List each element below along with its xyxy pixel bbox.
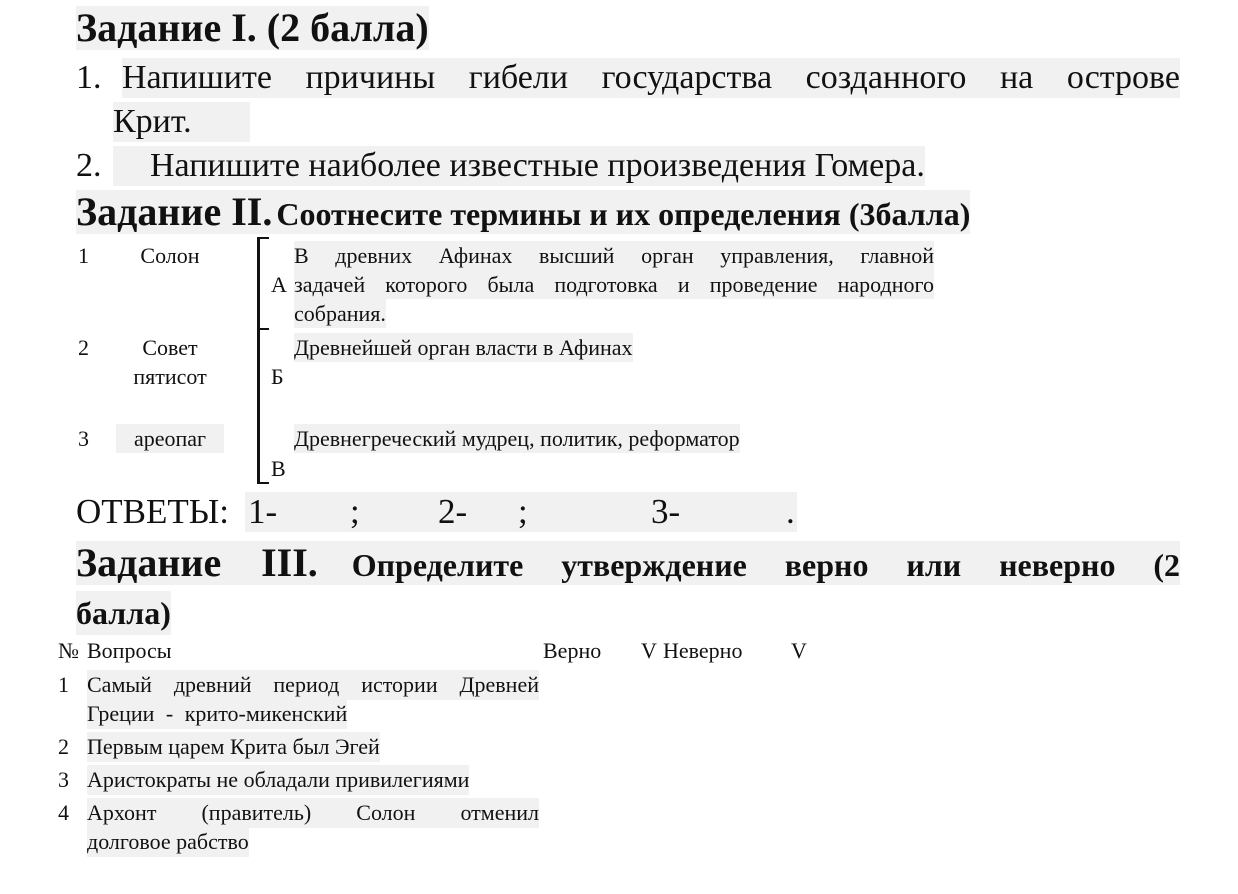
table-row-number: 1 (58, 672, 69, 697)
answer-1: 1- (248, 492, 278, 531)
term-number-1: 1 (78, 243, 89, 268)
answer-separator-2: ; (518, 492, 528, 531)
task3-heading-main: Задание III. (76, 540, 318, 585)
term-2-line2: пятисот (133, 364, 207, 389)
task2-heading-sub: Соотнесите термины и их определения (3балла) (276, 196, 971, 232)
table-row-question-cont: долговое рабство (87, 827, 249, 857)
term-3: ареопаг (116, 424, 224, 453)
task1-q2-text: Напишите наиболее известные произведения Гомера. (113, 146, 925, 186)
column-divider (257, 237, 260, 484)
table-row-question: Самый древний период истории Древней (87, 670, 539, 700)
definition-a-line2: задачей которого была подготовка и проведение народного (294, 272, 934, 297)
divider-tick-top (257, 237, 269, 239)
table-header-false-mark: V (791, 638, 807, 663)
definition-letter-v: В (271, 456, 286, 481)
table-row-number: 4 (58, 800, 69, 825)
table-header-num: № (58, 638, 79, 663)
table-header-true-mark: V (641, 638, 657, 663)
task3-heading-sub-line2: балла) (76, 591, 171, 635)
table-header-questions: Вопросы (87, 638, 172, 663)
task3-heading-sub-line1: Определите утверждение верно или неверно (2 (351, 547, 1181, 583)
table-row-number: 2 (58, 734, 69, 759)
divider-tick-bottom (257, 482, 269, 484)
table-row-question: Архонт (правитель) Солон отменил (87, 798, 539, 828)
task1-heading: Задание I. (2 балла) (76, 5, 429, 50)
definition-b: Древнейшей орган власти в Афинах (294, 335, 633, 360)
term-number-2: 2 (78, 335, 89, 360)
answers-label: ОТВЕТЫ: (76, 492, 230, 531)
definition-letter-a: А (271, 272, 287, 297)
table-header-false: Неверно (663, 638, 743, 663)
task1-q2-number: 2. (76, 147, 102, 184)
term-number-3: 3 (78, 426, 89, 451)
task1-q1-line2: Крит. (113, 102, 250, 142)
task3-heading-line1 (76, 541, 1180, 585)
table-header-true: Верно (543, 638, 602, 663)
definition-a-line3: собрания. (294, 301, 386, 326)
definition-v: Древнегреческий мудрец, политик, реформатор (294, 426, 740, 451)
divider-tick-1 (257, 328, 269, 330)
table-row-question: Аристократы не обладали привилегиями (87, 765, 469, 795)
table-row-question-cont: Греции - крито-микенский (87, 699, 347, 729)
definition-a-line1: В древних Афинах высший орган управления, главной (294, 243, 934, 268)
table-row-question: Первым царем Крита был Эгей (87, 732, 380, 762)
task1-q1-number: 1. (76, 59, 102, 96)
task2-heading-main: Задание II. (76, 189, 273, 234)
answer-separator-1: ; (350, 492, 360, 531)
answer-end: . (786, 492, 795, 531)
term-1: Солон (140, 243, 200, 268)
answers-line (76, 492, 229, 532)
task2-heading (76, 190, 970, 234)
task1-q1-line1: Напишите причины гибели государства созданного на острове (122, 59, 1180, 96)
definition-letter-b: Б (271, 364, 284, 389)
answer-2: 2- (438, 492, 468, 531)
term-2-line1: Совет (142, 335, 198, 360)
answer-3: 3- (651, 492, 681, 531)
table-row-number: 3 (58, 767, 69, 792)
